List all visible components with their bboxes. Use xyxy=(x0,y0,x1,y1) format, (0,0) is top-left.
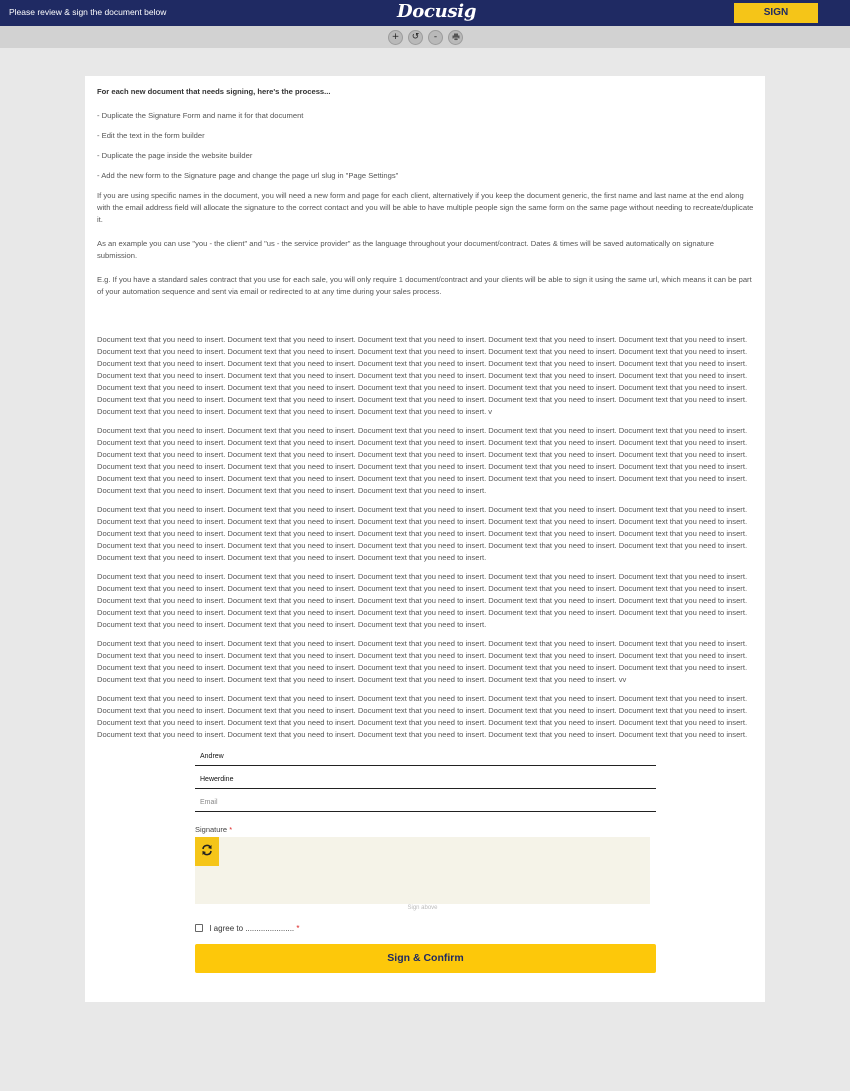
clear-signature-button[interactable] xyxy=(195,837,219,866)
last-name-field[interactable]: Hewerdine xyxy=(195,769,656,789)
document-page xyxy=(85,76,765,1002)
body-paragraph: Document text that you need to insert. Document text that you need to insert. Document text that you need to insert. Document text that you need to insert. Document text that you need to insert. Document text that you need to insert. Document text that you need to insert. Document text that you need to insert. Document text that you need to insert. Document text that you need to insert. Document text that you need to insert. Document text that you need to insert. Document text that you need to insert. Document text that you need to insert. Document text that you need to insert. Document text that you need to insert. Document text that you need to insert. Document text that you need to insert. Document text that you need to insert. Document text that you need to insert. Document text that you need to insert. Document text that you need to insert. Document text that you need to insert. xyxy=(97,505,748,562)
sign-confirm-button[interactable]: Sign & Confirm xyxy=(195,944,656,973)
signature-label-text: Signature xyxy=(195,825,228,834)
process-step: - Duplicate the page inside the website builder xyxy=(97,151,253,160)
process-step: - Duplicate the Signature Form and name it for that document xyxy=(97,111,304,120)
document-heading: For each new document that needs signing, here's the process... xyxy=(97,87,331,96)
agree-checkbox[interactable] xyxy=(195,924,203,932)
intro-paragraph: If you are using specific names in the document, you will need a new form and page for each client, alternatively if you keep the document generic, the first name and last name at the end along with the email address field will allocate the signature to the correct contact and you will be able to have multiple people sign the same form on the same page without needing to recreate/duplicate it. xyxy=(97,191,754,224)
spacer xyxy=(97,310,755,334)
body-paragraph: Document text that you need to insert. Document text that you need to insert. Document text that you need to insert. Document text that you need to insert. Document text that you need to insert. Document text that you need to insert. Document text that you need to insert. Document text that you need to insert. Document text that you need to insert. Document text that you need to insert. Document text that you need to insert. Document text that you need to insert. Document text that you need to insert. Document text that you need to insert. Document text that you need to insert. Document text that you need to insert. Document text that you need to insert. Document text that you need to insert. Document text that you need to insert. Document text that you need to insert. Document text that you need to insert. Document text that you need to insert. Document text that you need to insert. Document text that you need to insert. Document text that you need to insert. Document text that you need to insert. Document text that you need to insert. Document text that you need to insert. xyxy=(97,426,748,495)
sign-above-hint: Sign above xyxy=(407,905,438,911)
required-mark: * xyxy=(296,924,300,933)
print-icon xyxy=(452,33,460,41)
document-content xyxy=(97,86,755,748)
email-field[interactable]: Email xyxy=(195,792,656,812)
process-step: - Edit the text in the form builder xyxy=(97,131,205,140)
intro-paragraph: As an example you can use "you - the client" and "us - the service provider" as the language throughout your document/contract. Dates & times will be saved automatically on signature submission. xyxy=(97,239,714,260)
zoom-in-button[interactable]: + xyxy=(388,30,403,45)
signature-label xyxy=(195,825,232,834)
first-name-field[interactable]: Andrew xyxy=(195,746,656,766)
intro-paragraph: E.g. If you have a standard sales contract that you use for each sale, you will only require 1 document/contract and your clients will be able to sign it using the same url, which means it can be part of your automation sequence and sent via email or redirected to at any time during your sales process. xyxy=(97,275,752,296)
viewer-toolbar xyxy=(0,26,850,48)
body-paragraph: Document text that you need to insert. Document text that you need to insert. Document text that you need to insert. Document text that you need to insert. Document text that you need to insert. Document text that you need to insert. Document text that you need to insert. Document text that you need to insert. Document text that you need to insert. Document text that you need to insert. Document text that you need to insert. Document text that you need to insert. Document text that you need to insert. Document text that you need to insert. Document text that you need to insert. Document text that you need to insert. Document text that you need to insert. Document text that you need to insert. Document text that you need to insert. Document text that you need to insert. Document text that you need to insert. Document text that you need to insert. Document text that you need to insert. Document text that you need to insert. Document text that you need to insert. Document text that you need to insert. Document text that you need to insert. Document text that you need to insert. Document text that you need to insert. Document text that you need to insert. Document text that you need to insert. Document text that you need to insert. Document text that you need to insert. v xyxy=(97,335,748,416)
zoom-out-button[interactable]: - xyxy=(428,30,443,45)
body-paragraph: Document text that you need to insert. Document text that you need to insert. Document text that you need to insert. Document text that you need to insert. Document text that you need to insert. Document text that you need to insert. Document text that you need to insert. Document text that you need to insert. Document text that you need to insert. Document text that you need to insert. Document text that you need to insert. Document text that you need to insert. Document text that you need to insert. Document text that you need to insert. Document text that you need to insert. Document text that you need to insert. Document text that you need to insert. Document text that you need to insert. Document text that you need to insert. Document text that you need to insert. Document text that you need to insert. Document text that you need to insert. Document text that you need to insert. xyxy=(97,572,748,629)
docusig-logo: Docusig xyxy=(397,1,477,22)
required-mark: * xyxy=(229,825,233,834)
top-bar xyxy=(0,0,850,26)
process-step: - Add the new form to the Signature page and change the page url slug in "Page Settings" xyxy=(97,171,399,180)
review-message: Please review & sign the document below xyxy=(9,7,167,17)
agree-checkbox-row[interactable] xyxy=(195,924,300,933)
refresh-icon xyxy=(201,844,213,856)
body-paragraph: Document text that you need to insert. Document text that you need to insert. Document text that you need to insert. Document text that you need to insert. Document text that you need to insert. Document text that you need to insert. Document text that you need to insert. Document text that you need to insert. Document text that you need to insert. Document text that you need to insert. Document text that you need to insert. Document text that you need to insert. Document text that you need to insert. Document text that you need to insert. Document text that you need to insert. Document text that you need to insert. Document text that you need to insert. Document text that you need to insert. Document text that you need to insert. vv xyxy=(97,639,748,684)
sign-document-button[interactable]: SIGN xyxy=(734,3,818,23)
print-button[interactable] xyxy=(448,30,463,45)
signature-pad[interactable] xyxy=(195,837,650,904)
rotate-button[interactable]: ↺ xyxy=(408,30,423,45)
agree-label: I agree to ...................... xyxy=(209,924,295,933)
body-paragraph: Document text that you need to insert. Document text that you need to insert. Document text that you need to insert. Document text that you need to insert. Document text that you need to insert. Document text that you need to insert. Document text that you need to insert. Document text that you need to insert. Document text that you need to insert. Document text that you need to insert. Document text that you need to insert. Document text that you need to insert. Document text that you need to insert. Document text that you need to insert. Document text that you need to insert. Document text that you need to insert. Document text that you need to insert. Document text that you need to insert. Document text that you need to insert. Document text that you need to insert. xyxy=(97,694,748,739)
